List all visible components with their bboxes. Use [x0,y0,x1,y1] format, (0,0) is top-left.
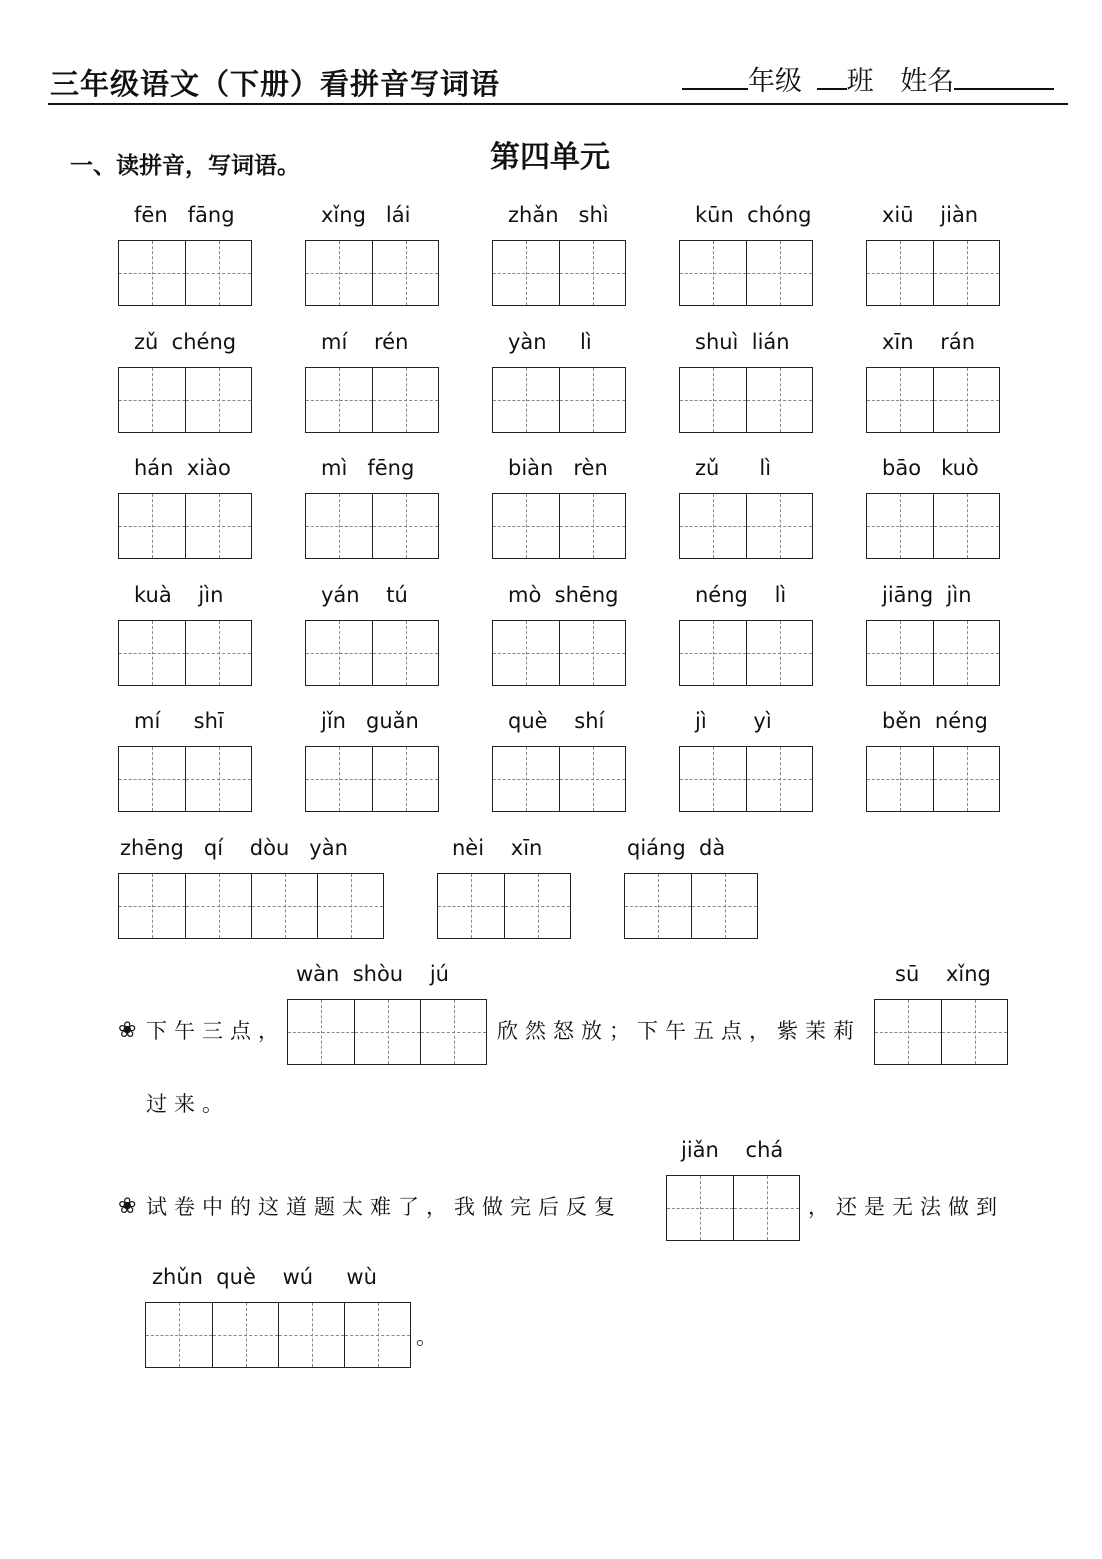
writing-cell[interactable] [119,747,185,811]
writing-cell[interactable] [559,747,625,811]
writing-grid[interactable] [866,240,1000,306]
writing-cell[interactable] [372,368,438,432]
writing-grid[interactable] [437,873,571,939]
writing-cell[interactable] [185,874,251,938]
writing-cell[interactable] [146,1303,212,1367]
writing-cell[interactable] [867,494,933,558]
writing-cell[interactable] [933,368,999,432]
name-label: 姓名 [900,66,955,97]
writing-grid[interactable] [666,1175,800,1241]
writing-grid[interactable] [679,746,813,812]
pinyin-label: biàn rèn [508,456,608,480]
pinyin-label: qiáng dà [627,836,726,860]
writing-cell[interactable] [212,1303,278,1367]
writing-cell[interactable] [933,494,999,558]
writing-cell[interactable] [933,621,999,685]
writing-cell[interactable] [493,494,559,558]
class-label: 班 [846,66,874,97]
pinyin-label: zǔ chéng [134,330,237,354]
writing-cell[interactable] [559,241,625,305]
writing-cell[interactable] [372,747,438,811]
writing-cell[interactable] [933,747,999,811]
writing-cell[interactable] [680,241,746,305]
writing-cell[interactable] [306,747,372,811]
writing-grid[interactable] [305,620,439,686]
writing-cell[interactable] [317,874,383,938]
writing-cell[interactable] [559,368,625,432]
class-blank[interactable] [817,62,847,90]
writing-grid[interactable] [492,367,626,433]
writing-cell[interactable] [185,621,251,685]
writing-grid[interactable] [305,493,439,559]
header-divider [48,103,1068,105]
writing-cell[interactable] [438,874,504,938]
student-info [682,62,1054,100]
pinyin-label: mì fēng [321,456,415,480]
writing-grid[interactable] [624,873,758,939]
writing-cell[interactable] [119,494,185,558]
pinyin-label: kuà jìn [134,583,224,607]
pinyin-label: mí rén [321,330,409,354]
writing-grid[interactable] [118,620,252,686]
pinyin-label: xīn rán [882,330,976,354]
writing-grid[interactable] [287,999,487,1065]
writing-cell[interactable] [691,874,757,938]
pinyin-label: hán xiào [134,456,231,480]
pinyin-label: fēn fāng [134,203,235,227]
pinyin-label: bāo kuò [882,456,979,480]
writing-cell[interactable] [278,1303,344,1367]
writing-cell[interactable] [680,747,746,811]
writing-cell[interactable] [680,368,746,432]
writing-cell[interactable] [875,1000,941,1064]
pinyin-label: zhēng qí dòu yàn [120,836,348,860]
flower-icon: ❀ [118,1194,137,1219]
writing-cell[interactable] [493,747,559,811]
sentence-text: 试卷中的这道题太难了，我做完后反复 [146,1195,622,1219]
writing-cell[interactable] [119,621,185,685]
writing-cell[interactable] [420,1000,486,1064]
flower-icon: ❀ [118,1018,137,1043]
writing-grid[interactable] [118,240,252,306]
writing-grid[interactable] [118,746,252,812]
writing-cell[interactable] [372,241,438,305]
writing-cell[interactable] [867,747,933,811]
grade-blank[interactable] [682,62,748,90]
writing-cell[interactable] [119,874,185,938]
pinyin-label: jiǎn chá [681,1138,784,1162]
writing-grid[interactable] [145,1302,411,1368]
writing-grid[interactable] [874,999,1008,1065]
writing-grid[interactable] [305,746,439,812]
unit-title: 第四单元 [490,140,610,175]
worksheet-title: 三年级语文（下册）看拼音写词语 [50,67,501,101]
writing-grid[interactable] [305,367,439,433]
pinyin-label: zhǎn shì [508,203,609,227]
writing-grid[interactable] [492,240,626,306]
writing-cell[interactable] [251,874,317,938]
pinyin-label: yàn lì [508,330,592,354]
writing-cell[interactable] [680,494,746,558]
writing-grid[interactable] [492,493,626,559]
pinyin-label: què shí [508,709,605,733]
pinyin-label: mò shēng [508,583,619,607]
writing-grid[interactable] [118,367,252,433]
grade-label: 年级 [748,66,802,97]
writing-cell[interactable] [559,494,625,558]
pinyin-label: mí shī [134,709,224,733]
writing-cell[interactable] [933,241,999,305]
pinyin-label: zhǔn què wú wù [152,1265,377,1289]
writing-cell[interactable] [559,621,625,685]
writing-cell[interactable] [746,494,812,558]
writing-grid[interactable] [492,620,626,686]
writing-cell[interactable] [185,747,251,811]
writing-grid[interactable] [866,493,1000,559]
pinyin-label: sū xǐng [895,962,991,986]
writing-cell[interactable] [746,368,812,432]
sentence-text: ，还是无法做到 [808,1195,1004,1219]
pinyin-label: néng lì [695,583,787,607]
writing-cell[interactable] [941,1000,1007,1064]
sentence-text: 过来。 [146,1092,230,1116]
writing-grid[interactable] [866,620,1000,686]
writing-cell[interactable] [733,1176,799,1240]
writing-cell[interactable] [185,494,251,558]
writing-cell[interactable] [288,1000,354,1064]
pinyin-label: xǐng lái [321,203,411,227]
writing-cell[interactable] [306,241,372,305]
pinyin-label: shuì lián [695,330,790,354]
writing-cell[interactable] [493,241,559,305]
pinyin-label: běn néng [882,709,988,733]
writing-grid[interactable] [679,367,813,433]
pinyin-label: yán tú [321,583,408,607]
writing-cell[interactable] [306,621,372,685]
writing-cell[interactable] [625,874,691,938]
pinyin-label: xiū jiàn [882,203,979,227]
writing-cell[interactable] [867,241,933,305]
writing-cell[interactable] [746,241,812,305]
writing-grid[interactable] [866,367,1000,433]
writing-grid[interactable] [679,493,813,559]
sentence-text: 。 [416,1325,444,1349]
writing-cell[interactable] [867,368,933,432]
pinyin-label: jǐn guǎn [321,709,419,733]
writing-cell[interactable] [867,621,933,685]
writing-grid[interactable] [492,746,626,812]
writing-grid[interactable] [118,493,252,559]
writing-grid[interactable] [679,240,813,306]
writing-cell[interactable] [306,494,372,558]
pinyin-label: wàn shòu jú [296,962,449,986]
writing-cell[interactable] [493,368,559,432]
writing-cell[interactable] [493,621,559,685]
writing-cell[interactable] [185,368,251,432]
sentence-text: 欣然怒放；下午五点，紫茉莉 [497,1019,861,1043]
writing-cell[interactable] [119,368,185,432]
pinyin-label: zǔ lì [695,456,772,480]
writing-cell[interactable] [354,1000,420,1064]
writing-cell[interactable] [746,747,812,811]
writing-cell[interactable] [680,621,746,685]
writing-grid[interactable] [866,746,1000,812]
writing-cell[interactable] [372,621,438,685]
writing-cell[interactable] [306,368,372,432]
writing-cell[interactable] [185,241,251,305]
pinyin-label: jiāng jìn [882,583,972,607]
writing-cell[interactable] [344,1303,410,1367]
pinyin-label: kūn chóng [695,203,812,227]
pinyin-label: jì yì [695,709,772,733]
writing-cell[interactable] [119,241,185,305]
writing-grid[interactable] [305,240,439,306]
writing-cell[interactable] [667,1176,733,1240]
writing-cell[interactable] [372,494,438,558]
writing-grid[interactable] [118,873,384,939]
writing-grid[interactable] [679,620,813,686]
writing-cell[interactable] [504,874,570,938]
pinyin-label: nèi xīn [452,836,543,860]
writing-cell[interactable] [746,621,812,685]
sentence-text: 下午三点， [146,1019,286,1043]
name-blank[interactable] [954,62,1054,90]
section-heading: 一、读拼音，写词语。 [70,153,300,179]
